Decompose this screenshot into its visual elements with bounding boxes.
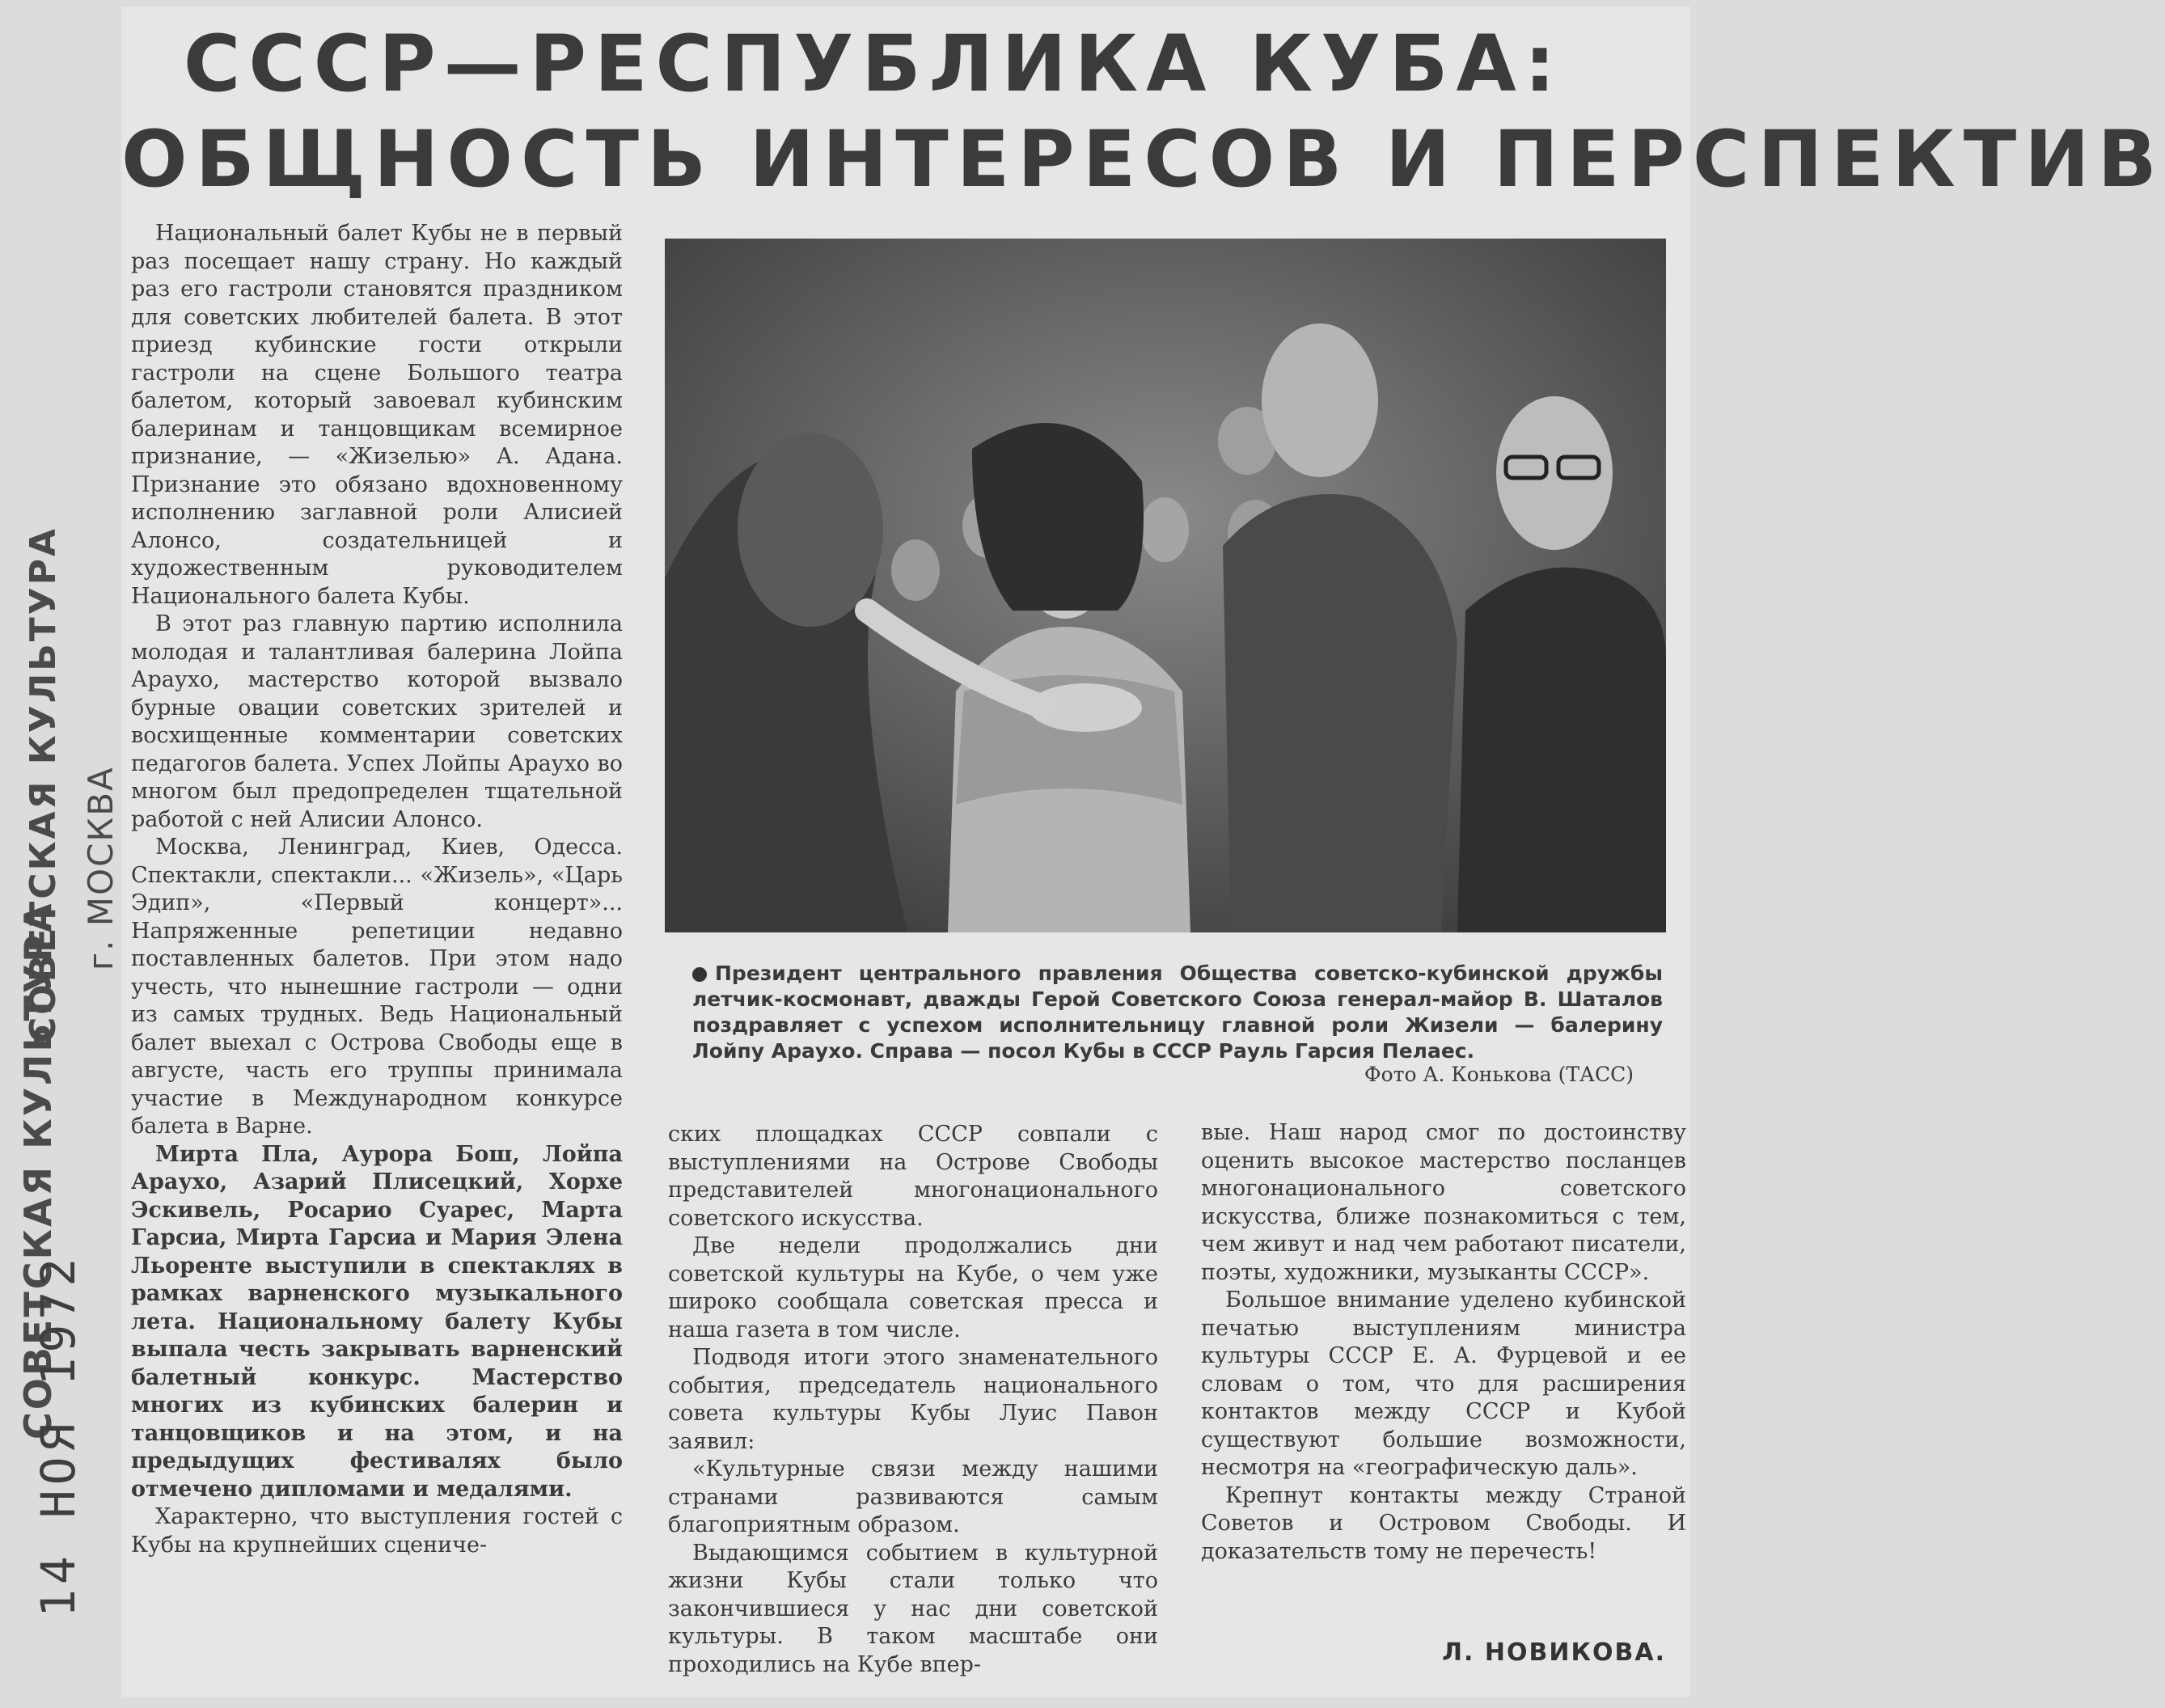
paragraph: Крепнут контакты между Страной Советов и Островом Свободы. И доказательств тому не перечесть! (1201, 1482, 1686, 1564)
stamp-city-text: г. МОСКВА (81, 766, 121, 970)
paragraph: Москва, Ленинград, Киев, Одесса. Спектакли, спектакли... «Жизель», «Царь Эдип», «Первый концерт»... Напряженные репетиции недавно поставленных балетов. При этом надо учесть, что нынешние гастроли — одни из самых трудных. Ведь Национальный балет выехал с Острова Свободы еще в августе, часть его труппы принимала участие в Международном конкурсе балета в Варне. (131, 835, 623, 1139)
paragraph: Выдающимся событием в культурной жизни Кубы стали только что закончившиеся у нас дни советской культуры. В таком масштабе они проходились на Кубе впер- (668, 1540, 1158, 1677)
photo-caption-text: Президент центрального правления Общества советско-кубинской дружбы летчик-космонавт, дважды Герой Советского Союза генерал-майор В. Шаталов поздравляет с успехом исполнительницу главной роли Жизели — балерину Лойпу Араухо. Справа — посол Кубы в СССР Рауль Гарсия Пелаес. (692, 962, 1663, 1063)
paragraph: ских площадках СССР совпали с выступлениями на Острове Свободы представителей многонационального советского искусства. (668, 1122, 1158, 1231)
article-column-1 (131, 220, 623, 1559)
photo-illustration (665, 239, 1666, 932)
paragraph: вые. Наш народ смог по достоинству оценить высокое мастерство посланцев многонационального советского искусства, ближе познакомиться с тем, чем живут и над чем работают писатели, поэты, художники, музыканты СССР». (1201, 1120, 1686, 1285)
paragraph: Характерно, что выступления гостей с Кубы на крупнейших сцениче- (131, 1504, 623, 1558)
stamp-date-text: 14 НОЯ 1972 (31, 1253, 86, 1617)
stamp-date-vertical (31, 1254, 86, 1617)
stamp-newspaper-text: СОВЕТСКАЯ КУЛЬТУРА (23, 526, 64, 1043)
paragraph: В этот раз главную партию исполнила молодая и талантливая балерина Лойпа Араухо, мастерство которой вызвало бурные овации советских зрителей и восхищенные комментарии советских педагогов балета. Успех Лойпы Араухо во многом был предопределен тщательной работой с ней Алисии Алонсо. (131, 611, 623, 832)
paragraph: Национальный балет Кубы не в первый раз посещает нашу страну. Но каждый раз его гастроли становятся праздником для советских любителей балета. В этот приезд кубинские гости открыли гастроли на сцене Большого театра балетом, который завоевал кубинским балеринам и танцовщикам всемирное признание, — «Жизелью» А. Адана. Признание это обязано вдохновенному исполнению заглавной роли Алисией Алонсо, создательницей и художественным руководителем Национального балета Кубы. (131, 221, 623, 609)
stamp-city-vertical (81, 766, 121, 970)
article-column-3 (1201, 1119, 1686, 1566)
headline-line-2: ОБЩНОСТЬ ИНТЕРЕСОВ И ПЕРСПЕКТИВ (121, 114, 2165, 205)
article-column-2 (668, 1121, 1158, 1679)
paragraph: Подводя итоги этого знаменательного события, председатель национального совета культуры Кубы Луис Павон заявил: (668, 1345, 1158, 1454)
stamp-newspaper-vertical (23, 526, 64, 1043)
paragraph: «Культурные связи между нашими странами развиваются самым благоприятным образом. (668, 1456, 1158, 1537)
photo-caption (692, 961, 1663, 1064)
stamp-newspaper-name: СОВЕТСКАЯ КУЛЬТУРА (16, 901, 60, 1440)
photo-credit: Фото А. Конькова (ТАСС) (1364, 1063, 1634, 1086)
news-photo (665, 239, 1666, 932)
paragraph-bold: Мирта Пла, Аурора Бош, Лойпа Араухо, Азарий Плисецкий, Хорхе Эскивель, Росарио Суарес, Марта Гарсиа, Мирта Гарсиа и Мария Элена Льоренте выступили в спектаклях в рамках варненского музыкального лета. Национальному балету Кубы выпала честь закрывать варненский балетный конкурс. Мастерство многих из кубинских балерин и танцовщиков и на этом, и на предыдущих фестивалях было отмечено дипломами и медалями. (131, 1141, 623, 1502)
headline-line-1: СССР—РЕСПУБЛИКА КУБА: (183, 19, 1564, 109)
author-signature: Л. НОВИКОВА. (1442, 1638, 1666, 1667)
headline (121, 16, 2165, 207)
paragraph: Две недели продолжались дни советской культуры на Кубе, о чем уже широко сообщала советская пресса и наша газета в том числе. (668, 1233, 1158, 1342)
bullet-icon (692, 967, 707, 982)
paragraph: Большое внимание уделено кубинской печатью выступлениям министра культуры СССР Е. А. Фурцевой и ее словам о том, что для расширения контактов между СССР и Кубой существуют большие возможности, несмотря на «географическую даль». (1201, 1287, 1686, 1480)
